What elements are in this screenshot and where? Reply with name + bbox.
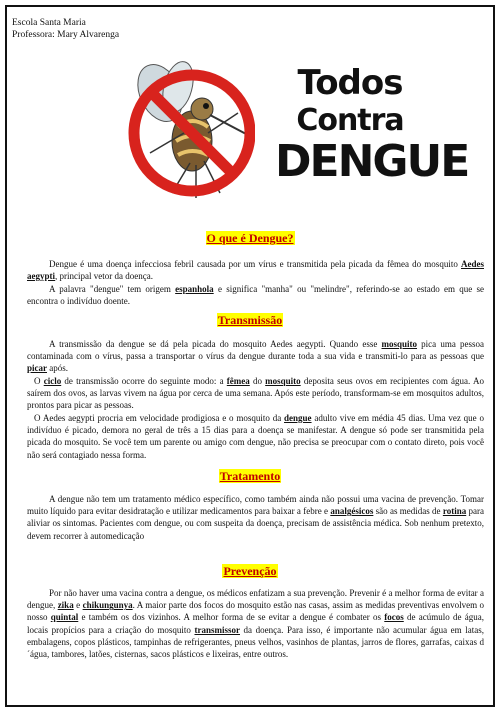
logo-word-todos: Todos (297, 63, 403, 103)
logo-title (275, 63, 469, 187)
logo-word-contra: Contra (296, 103, 404, 138)
treatment-paragraph-1: A dengue não tem um tratamento médico específico, como também ainda não possui uma vacina de prevenção. Tomar muito líquido para evitar desidratação e utilizar medicamentos para baixar a febre e analgésicos são as medidas de rotina para aliviar os sintomas. Pacientes com dengue, ou com suspeita da doença, precisam de assistência médica. Sob nenhum pretexto, devem recorrer à automedicação (27, 494, 484, 541)
section-title-prevention: Prevenção (223, 564, 277, 578)
section-title-what: O que é Dengue? (206, 231, 294, 245)
school-name: Escola Santa Maria (12, 18, 86, 28)
transmission-paragraph-3: O Aedes aegypti procria em velocidade prodigiosa e o mosquito da dengue adulto vive em média 45 dias. Uma vez que o indivíduo é picado, demora no geral de três a 15 dias para a doença se manifestar. A dengue só pode ser transmitida pela picada do mosquito. Se você tem um parente ou amigo com dengue, não precisa se preocupar com o contato direto, pois você não será contagiado nessa forma. (27, 413, 485, 460)
transmission-paragraph-2: O ciclo de transmissão ocorre do seguinte modo: a fêmea do mosquito deposita seus ovos em recipientes com água. Ao saírem dos ovos, as larvas vivem na água por cerca de uma semana. Após este período, transformam-se em mosquitos adultos, prontos para picar as pessoas. (27, 376, 484, 411)
mosquito-prohibition-icon (120, 53, 255, 203)
logo-word-dengue: DENGUE (275, 136, 469, 187)
section-title-transmission: Transmissão (217, 313, 283, 327)
what-paragraph-1: Dengue é uma doença infecciosa febril causada por um vírus e transmitida pela picada da fêmea do mosquito Aedes aegypti, principal vetor da doença. (27, 259, 484, 282)
document-page (5, 5, 495, 707)
teacher-name: Professora: Mary Alvarenga (12, 30, 120, 40)
what-paragraph-2: A palavra "dengue" tem origem espanhola e significa "manha" ou "melindre", referindo-se ao estado em que se encontra o indivíduo doente. (27, 284, 485, 307)
section-title-treatment: Tratamento (219, 469, 281, 483)
transmission-paragraph-1: A transmissão da dengue se dá pela picada do mosquito Aedes aegypti. Quando esse mosquito pica uma pessoa contaminada com o vírus, passa a transportar o vírus da dengue durante toda a sua vida e transmiti-lo para as pessoas que picar após. (27, 339, 484, 374)
prevention-paragraph-1: Por não haver uma vacina contra a dengue, os médicos enfatizam a sua prevenção. Prevenir é a melhor forma de evitar a dengue, zika e chikungunya. A maior parte dos focos do mosquito estão nas casas, assim as medidas preventivas envolvem o nosso quintal e também os dos vizinhos. A melhor forma de se evitar a dengue é combater os focos de acúmulo de água, locais propícios para a criação do mosquito transmissor da doença. Para isso, é importante não acumular água em latas, embalagens, copos plásticos, tampinhas de refrigerantes, pneus velhos, vasinhos de plantas, jarros de flores, garrafas, caixas d´água, tambores, latões, cisternas, sacos plásticos e lixeiras, entre outros. (27, 588, 484, 660)
